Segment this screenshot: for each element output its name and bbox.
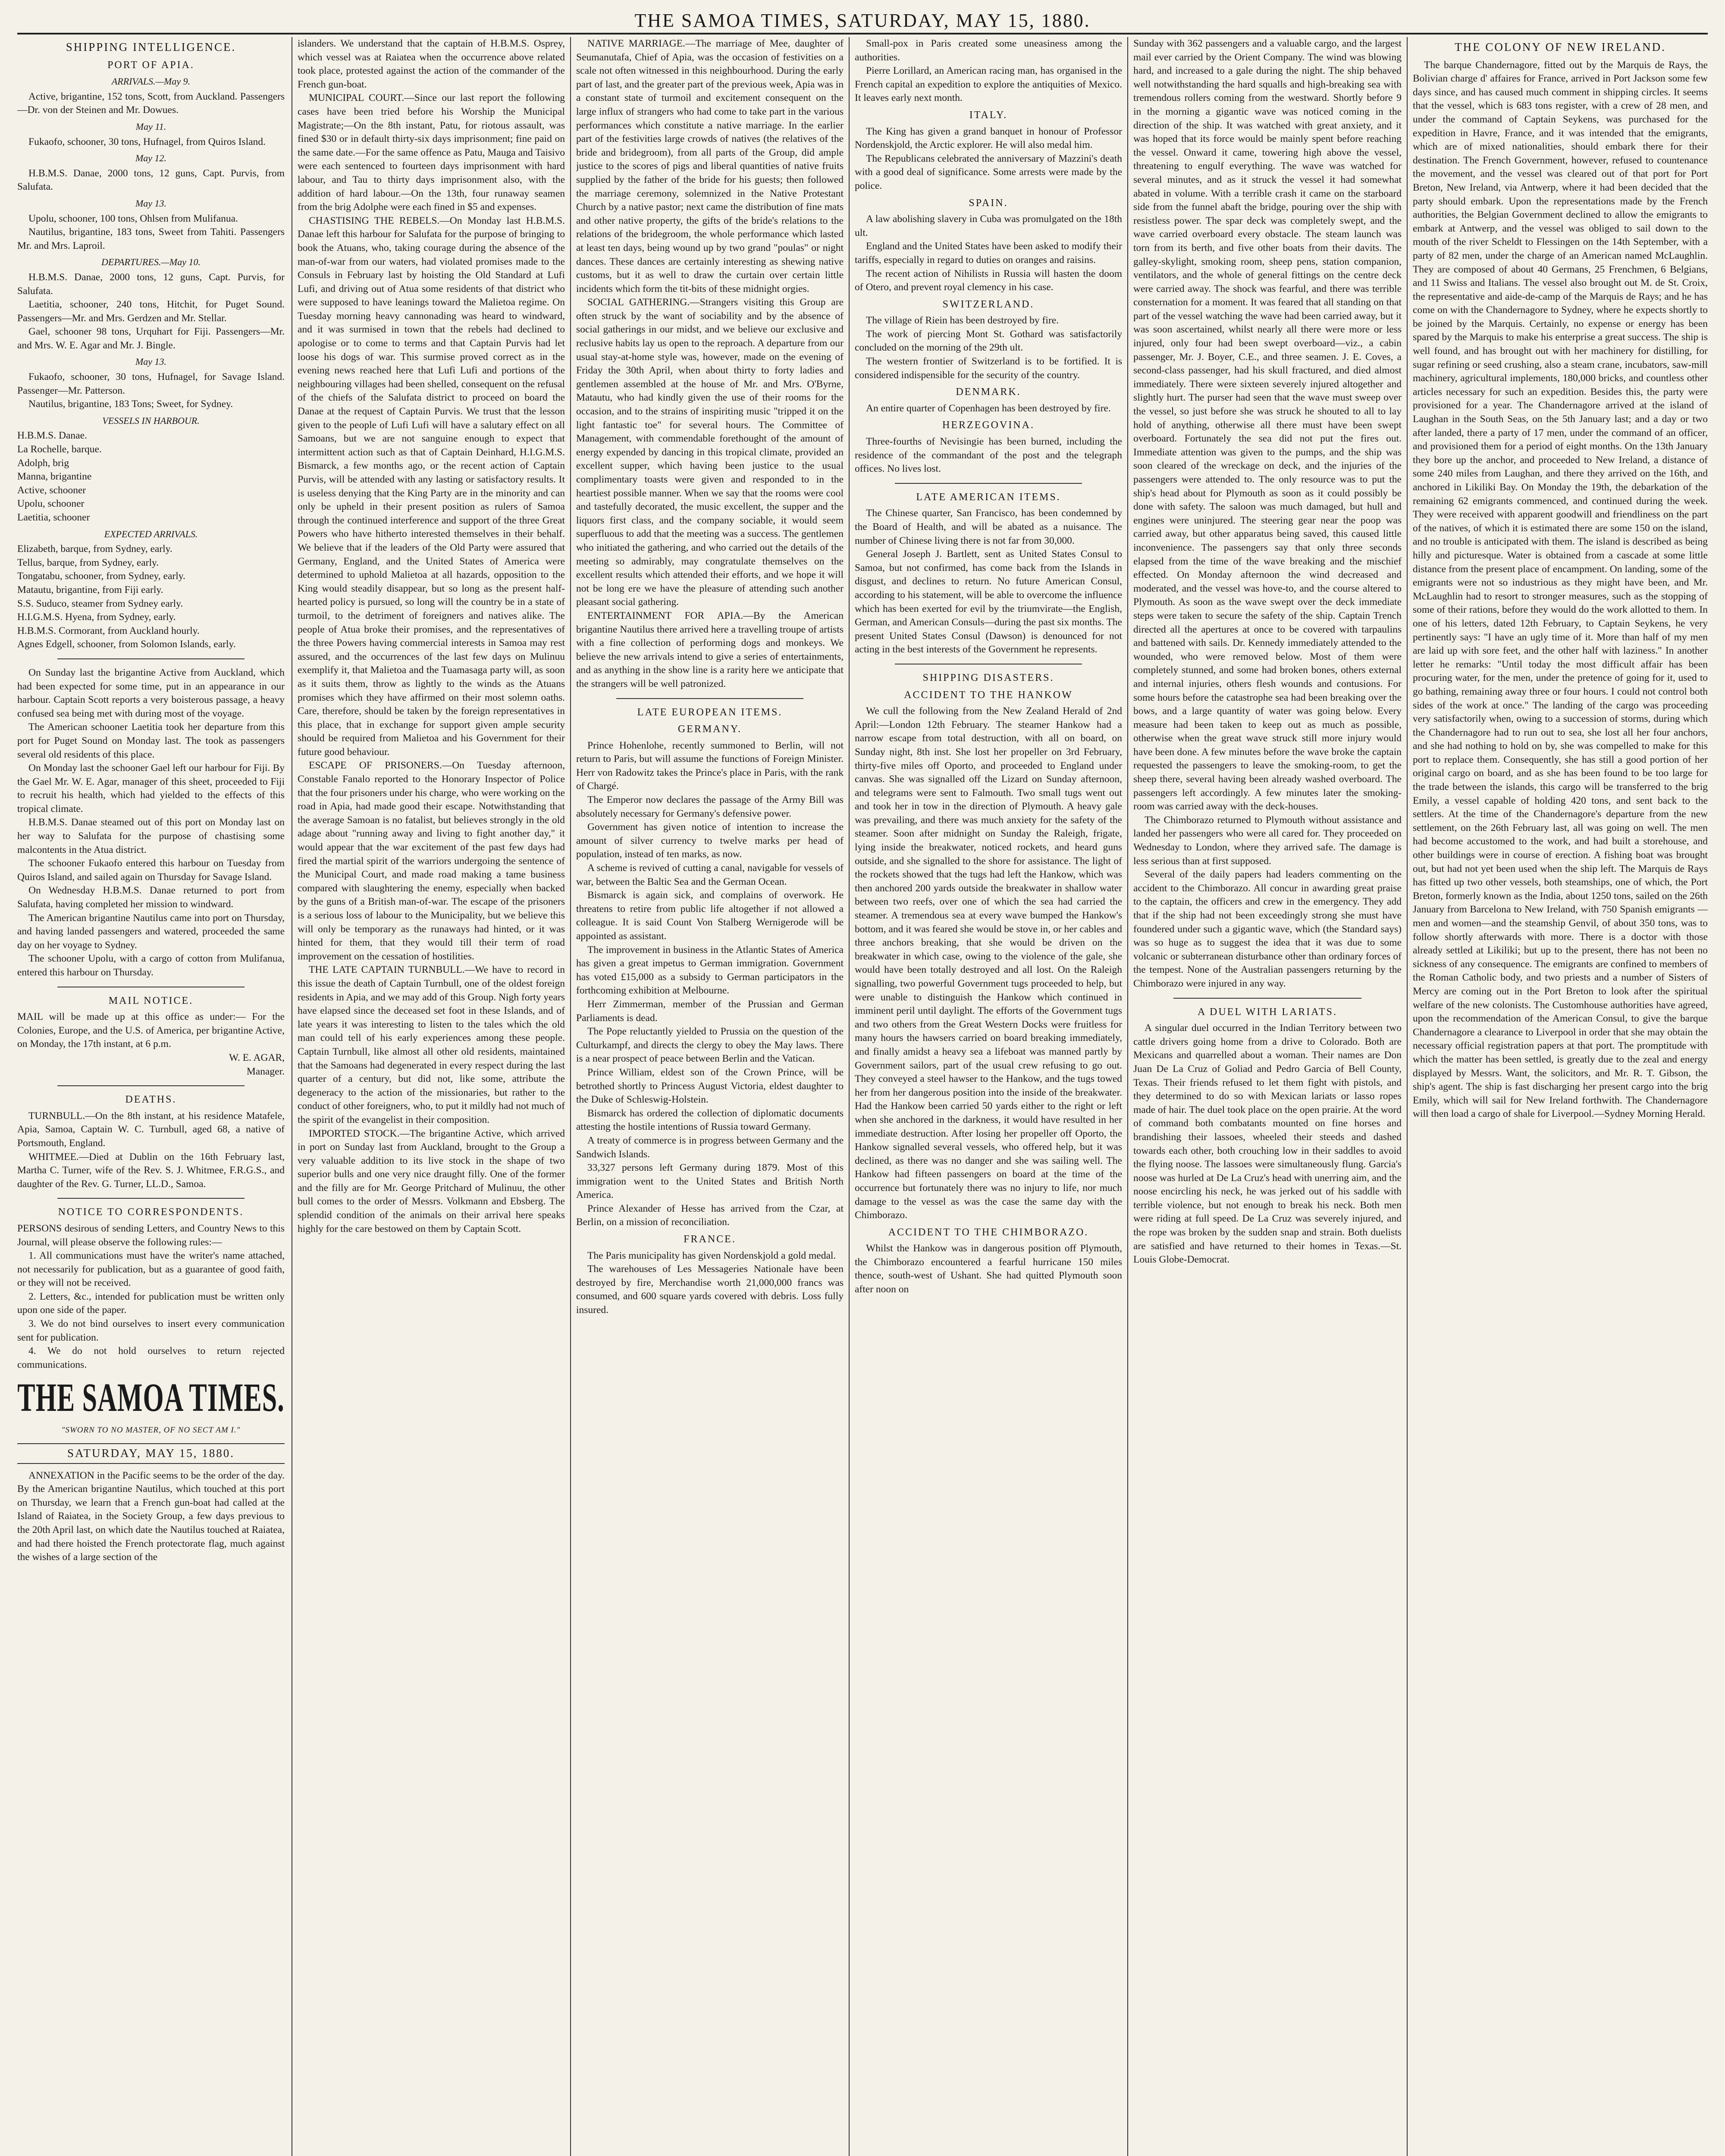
column-1: [17, 37, 285, 2156]
article-paragraph: Laetitia, schooner, 240 tons, Hitchit, for Puget Sound. Passengers—Mr. and Mrs. Gerdzen and Mr. Stellar.: [17, 299, 285, 324]
edition-date: SATURDAY, MAY 15, 1880.: [17, 1443, 285, 1464]
article-paragraph: H.B.M.S. Danae steamed out of this port on Monday last on her way to Salufata for the purpose of chastising some malcontents in the Atua district.: [17, 817, 285, 856]
section-subheading: SPAIN.: [969, 197, 1008, 209]
article-paragraph: MUNICIPAL COURT.—Since our last report the following cases have been tried before his Worship the Municipal Magistrate;—On the 8th instant, Patu, for riotous assault, was fined $30 or in default thirty-six days imprisonment; fine paid on the same date.—For the same offence as Patu, Mauga and Taisivo were each sentenced to fourteen days imprisonment with hard labour, and Tau to thirty days imprisonment also, with the addition of hard labour.—On the 13th, four runaway seamen from the brig Adolphe were each fined in $5 and expenses.: [298, 92, 565, 213]
divider: [57, 1198, 245, 1199]
article-paragraph: The recent action of Nihilists in Russia will hasten the doom of Otero, and prevent royal clemency in his case.: [855, 268, 1122, 293]
article-paragraph: 33,327 persons left Germany during 1879. Most of this immigration went to the United States and British North America.: [576, 1162, 844, 1201]
column-rule: [570, 37, 571, 2156]
article-paragraph: THE LATE CAPTAIN TURNBULL.—We have to record in this issue the death of Captain Turnbull, one of the oldest foreign residents in Apia, and we may add of this Group. Nigh forty years have elapsed since the deceased set foot in these Islands, and of late years it was interesting to listen to the tales which the old man could tell of his early experiences among these people. Captain Turnbull, like almost all other old residents, maintained that the Samoans had degenerated in every respect during the last quarter of a century, but did not, like some, attribute the degeneracy to the action of the missionaries, but rather to the conduct of other foreigners, who, to put it mildly had not much of the spirit of the evangelist in their composition.: [298, 964, 565, 1125]
article-paragraph: Herr Zimmerman, member of the Prussian and German Parliaments is dead.: [576, 998, 844, 1024]
section-heading: LATE EUROPEAN ITEMS.: [637, 706, 783, 718]
article-paragraph: Fukaofo, schooner, 30 tons, Hufnagel, for Savage Island. Passenger—Mr. Patterson.: [17, 371, 285, 396]
section-subheading: FRANCE.: [684, 1234, 736, 1245]
signature: W. E. AGAR,: [229, 1052, 285, 1063]
section-subheading: HERZEGOVINA.: [942, 420, 1035, 431]
section-heading: NOTICE TO CORRESPONDENTS.: [58, 1206, 244, 1218]
article-paragraph: ANNEXATION in the Pacific seems to be the order of the day. By the American brigantine Nautilus, which touched at this port on Thursday, we learn that a French gun-boat had called at the Island of Raiatea, in the Society Group, a few days previous to the 20th April last, on which date the Nautilus touched at Raiatea, and had there hoisted the French protectorate flag, much against the wishes of a large section of the: [17, 1470, 285, 1563]
article-paragraph: A law abolishing slavery in Cuba was promulgated on the 18th ult.: [855, 213, 1122, 238]
subheading: VESSELS IN HARBOUR.: [102, 415, 200, 426]
article-paragraph: The village of Riein has been destroyed by fire.: [866, 315, 1059, 326]
column-rule: [849, 37, 850, 2156]
article-paragraph: The schooner Upolu, with a cargo of cotton from Mulifanua, entered this harbour on Thursday.: [17, 953, 285, 978]
section-heading: SHIPPING INTELLIGENCE.: [66, 41, 236, 53]
article-paragraph: The Paris municipality has given Nordenskjold a gold medal.: [587, 1250, 836, 1261]
expected-list: Elizabeth, barque, from Sydney, early. Tellus, barque, from Sydney, early. Tongatabu, schooner, from Sydney, early. Matautu, brigantine, from Fiji early. S.S. Suduco, steamer from Sydney early. H.I.G.M.S. Hyena, from Sydney, early. H.B.M.S. Cormorant, from Auckland hourly. Agnes Edgell, schooner, from Solomon Islands, early.: [17, 543, 236, 650]
column-3: [576, 37, 844, 2156]
article-paragraph: Several of the daily papers had leaders commenting on the accident to the Chimborazo. All concur in awarding great praise to the captain, the officers and crew in the emergency. They add that if the ship had not been exceedingly strong she must have foundered under such a gigantic wave, which (the Standard says) was so huge as to suggest the idea that it was due to some volcanic or subterranean disturbance other than ordinary forces of the tempest. None of the Australian passengers returning by the Chimborazo were injured in any way.: [1133, 869, 1402, 989]
article-paragraph: The Pope reluctantly yielded to Prussia on the question of the Culturkampf, and directs the clergy to obey the May laws. There is a near prospect of peace between Berlin and the Vatican.: [576, 1026, 844, 1065]
article-paragraph: Nautilus, brigantine, 183 tons, Sweet from Tahiti. Passengers Mr. and Mrs. Laproil.: [17, 226, 285, 251]
article-paragraph: The King has given a grand banquet in honour of Professor Nordenskjold, the Arctic explorer. He will also medal him.: [855, 125, 1122, 151]
article-paragraph: ESCAPE OF PRISONERS.—On Tuesday afternoon, Constable Fanalo reported to the Honorary Inspector of Police that the four prisoners under his charge, who were working on the road in Apia, had made good their escape. Notwithstanding that the average Samoan is no fatalist, but believes strongly in the old adage about "running away and living to fight another day," it would appear that the war excitement of the past few days had fired the martial spirit of the warriors undergoing the sentence of the Municipal Court, and made road making a tame business compared with slaughtering the enemy, especially when backed by the guns of a British man-of-war. The escape of the prisoners is a serious loss of labour to the Municipality, but we believe this will only be temporary as the runaways had hinted, or it was hinted for them, that they would till their term of road improvement on the cessation of hostilities.: [298, 760, 565, 962]
article-paragraph: On Monday last the schooner Gael left our harbour for Fiji. By the Gael Mr. W. E. Agar, manager of this sheet, proceeded to Fiji to recruit his health, which had yielded to the effects of this tropical climate.: [17, 762, 285, 815]
section-subheading: SWITZERLAND.: [942, 298, 1035, 310]
article-paragraph: NATIVE MARRIAGE.—The marriage of Mee, daughter of Seumanutafa, Chief of Apia, was the occasion of festivities on a scale not often witnessed in this neighbourhood. During the early part of last, and the greater part of the previous week, Apia was in a constant state of turmoil and excitement consequent on the large influx of strangers who had come to take part in the various performances which constitute a native marriage. In the earlier part of the festivities large crowds of natives (the relatives of the bride and bridegroom), from all parts of the Group, did ample justice to the scores of pigs and liberal quantities of native fruits supplied by the father of the bride for his guests; then followed the marriage ceremony, solemnized in the Native Protestant Church by a native pastor; next came the distribution of fine mats and other native property, the gifts of the bride's relations to the relations of the bridegroom, the whole performance which lasted at least ten days, being wound up by two grand "poulas" or night dances. These dances are certainly interesting as shewing native customs, but it as well to draw the curtain over certain little incidents which form the tit-bits of these midnight orgies.: [576, 38, 844, 295]
article-paragraph: CHASTISING THE REBELS.—On Monday last H.B.M.S. Danae left this harbour for Salufata for the purpose of bringing to book the Atuans, who, taking courage during the absence of the man-of-war from our waters, had violated promises made to the Consuls in February last by hoisting the Old Standard at Lufi Lufi, and driving out of Atua some residents of that district who were supposed to have leanings toward the Malietoa regime. On Tuesday morning heavy cannonading was heard to windward, and it was surmised in town that the rebels had declined to apologise or to come to terms and that Captain Purvis had let loose his dogs of war. This surmise proved correct as in the evening news reached here that Lufi Lufi and portions of the neighbouring villages had been shelled, consequent on the refusal of the chiefs of the Salufata district to proceed on board the Danae at the request of Captain Purvis. We trust that the lesson given to the people of Lufi Lufi will have a salutary effect on all Samoans, but we are not sanguine enough to expect that intermittent action such as that of Captain Deinhard, H.I.G.M.S. Bismarck, a few months ago, or the recent action of Captain Purvis, will be attended with any lasting or satisfactory results. It is useless denying that the King Party are in the minority and can only be upheld in their present position as rulers of Samoa through the continued interference and support of the three Great Powers who have hitherto interested themselves in their behalf. We believe that if the leaders of the Old Party were assured that Germany, England, and the United States of America were determined to uphold Malietoa at all hazards, opposition to the King would steadily disappear, but so long as the present half-hearted policy is pursued, so long will the country be in a state of turmoil, to the detriment of foreigners and natives alike. The people of Atua broke their promises, and the representatives of the three Powers having commercial interests in Samoa may rest assured, and the occurrences of the last few days on Mulinuu exemplify it, that Malietoa and the Tuamasaga party will, as soon as it suits them, throw as lightly to the winds as the Atuans promises which they have affirmed on their most solemn oaths. Care, therefore, should be taken by the foreign representatives in this place, that in exchange for support given ample security should be required from Malietoa and his Government for their future good behaviour.: [298, 215, 565, 758]
article-paragraph: Upolu, schooner, 100 tons, Ohlsen from Mulifanua.: [28, 213, 238, 224]
article-paragraph: SOCIAL GATHERING.—Strangers visiting this Group are often struck by the want of sociability and by the absence of social gatherings in our midst, and we believe our exclusive and reclusive habits lay us open to the reproach. A departure from our usual stay-at-home style was, however, made on the evening of Friday the 30th April, when about thirty to forty ladies and gentlemen assembled at the house of Mr. and Mrs. O'Byrne, Matautu, who had kindly given the use of their rooms for the occasion, and to the strains of inspiriting music "tripped it on the light fantastic toe" for several hours. The Committee of Management, with commendable forethought of the amount of energy expended by dancing in this tropical climate, provided an excellent supper, which having been justice to the usual complimentary toasts were given and responded to in the heartiest possible manner. When we say that the rooms were cool and tastefully decorated, the music excellent, the supper and the liquors first class, and the company sociable, it would seem superfluous to add that the meeting was a success. The gentlemen who initiated the gathering, and who carried out the details of the meeting so admirably, may congratulate themselves on the excellent results which attended their efforts, and we hope it will not be long ere we have the pleasure of attending such another pleasant social gathering.: [576, 297, 844, 608]
article-paragraph: A scheme is revived of cutting a canal, navigable for vessels of war, between the Baltic Sea and the German Ocean.: [576, 862, 844, 887]
article-paragraph: The American schooner Laetitia took her departure from this port for Puget Sound on Monday last. The took as passengers several old residents of this place.: [17, 721, 285, 760]
article-paragraph: A singular duel occurred in the Indian Territory between two cattle drivers going home from a drive to Colorado. Both are Mexicans and quarrelled about a woman. Their names are Don Juan De La Cruz of Goliad and Pedro Garcia of Bell County, Texas. Their friends refused to let them fight with pistols, and they determined to do so with Mexican lariats or lasso ropes made of hair. The duel took place on the open prairie. At the word of command both combatants mounted on fine horses and brandishing their lassoes, wheeled their steeds and dashed towards each other, both crouching low in their saddles to avoid the flying noose. The lassoes were simultaneously flung. Garcia's noose was hurled at De La Cruz's head with unerring aim, and the noose encircling his neck, he was jerked out of his saddle with terrible violence, but not enough to break his neck. Both men were riding at full speed. De La Cruz was severely injured, and the rope was broken by the sudden snap and strain. Both duelists are satisfied and have returned to their homes in Texas.—St. Louis Globe-Democrat.: [1133, 1022, 1402, 1266]
date-line: May 12.: [135, 153, 167, 164]
article-paragraph: PERSONS desirous of sending Letters, and Country News to this Journal, will please observe the following rules:—: [17, 1222, 285, 1248]
article-paragraph: We cull the following from the New Zealand Herald of 2nd April:—London 12th February. The steamer Hankow had a narrow escape from total destruction, with all on board, on Sunday night, 8th inst. She lost her propeller on 3rd February, thirty-five miles off Oporto, and proceeded to England under canvas. She was signalled off the Lizard on Sunday afternoon, and telegrams were sent to Falmouth. Two small tugs went out and took her in tow in the direction of Plymouth. A heavy gale was prevailing, and there was much anxiety for the safety of the steamer. Soon after midnight on Sunday the Raleigh, frigate, lying inside the breakwater, noticed rockets, and heard guns outside, and she signalled to the shore for assistance. The light of the rockets showed that the tugs had left the Hankow, which was then anchored 200 yards outside the breakwater in shallow water between two reefs, over one of which the sea had carried the steamer. A tremendous sea at every wave bumped the Hankow's bottom, and it was feared she would be stove in, or her cables and three anchors breaking, that she would be driven on the breakwater in which case, owing to the violence of the gale, she would have been totally destroyed and all lost. On the Raleigh signalling, two powerful Government tugs proceeded to help, but were unable to distinguish the Hankow which continued in imminent peril until daylight. The efforts of the Government tugs and two others from the Great Western Docks were fruitless for many hours the hawsers carried on board breaking immediately, and finally amidst a heavy sea a lifeboat was manned partly by Government sailors, part of the usual crew refusing to go out. They conveyed a steel hawser to the Hankow, and the tugs towed her from her dangerous position into the inside of the breakwater. Had the Hankow been carried 50 yards either to the right or left when she anchored in the darkness, it would have resulted in her immediate destruction. After losing her propeller off Oporto, the Hankow signalled several vessels, who offered help, but it was declined, as there was no danger and she was sailing well. The Hankow had fifteen passengers on board at the time of the occurrence but fortunately there was no injury to life, nor much damage to the vessel as was the case the same day with the Chimborazo.: [855, 705, 1122, 1221]
subheading: ARRIVALS.—May 9.: [111, 76, 191, 87]
article-paragraph: 1. All communications must have the writer's name attached, not necessarily for publication, but as a guarantee of good faith, or they will not be received.: [17, 1250, 285, 1289]
subheading: DEPARTURES.—May 10.: [101, 257, 201, 268]
article-paragraph: islanders. We understand that the captain of H.B.M.S. Osprey, which vessel was at Raiatea when the occurrence above related took place, protested against the action of the commander of the French gun-boat.: [298, 38, 565, 90]
article-paragraph: 3. We do not bind ourselves to insert every communication sent for publication.: [17, 1318, 285, 1343]
article-paragraph: Fukaofo, schooner, 30 tons, Hufnagel, from Quiros Island.: [28, 136, 266, 147]
section-heading: DEATHS.: [125, 1094, 177, 1106]
article-paragraph: 2. Letters, &c., intended for publication must be written only upon one side of the paper.: [17, 1291, 285, 1316]
date-line: May 13.: [135, 197, 167, 209]
article-paragraph: Nautilus, brigantine, 183 Tons; Sweet, for Sydney.: [28, 398, 233, 410]
article-paragraph: H.B.M.S. Danae, 2000 tons, 12 guns, Capt. Purvis, from Salufata.: [17, 167, 285, 193]
article-paragraph: Pierre Lorillard, an American racing man, has organised in the French capital an expedition to explore the antiquities of Mexico. It leaves early next month.: [855, 65, 1122, 104]
section-heading: SHIPPING DISASTERS.: [922, 672, 1054, 683]
article-paragraph: Bismarck is again sick, and complains of overwork. He threatens to retire from public life altogether if not allowed a colleague. It is said Count Von Stalberg Wernigerode will be appointed as assistant.: [576, 890, 844, 942]
column-5: [1133, 37, 1402, 2156]
article-paragraph: The Chimborazo returned to Plymouth without assistance and landed her passengers who were all cared for. They proceeded on Wednesday to London, where they arrived safe. The damage is less serious than at first supposed.: [1133, 814, 1402, 867]
section-heading: LATE AMERICAN ITEMS.: [916, 491, 1061, 503]
article-paragraph: The American brigantine Nautilus came into port on Thursday, and having landed passengers and watered, proceeded the same day on her voyage to Sydney.: [17, 912, 285, 951]
article-paragraph: The Republicans celebrated the anniversary of Mazzini's death with a good deal of significance. Some arrests were made by the police.: [855, 153, 1122, 191]
article-paragraph: The schooner Fukaofo entered this harbour on Tuesday from Quiros Island, and sailed again on Thursday for Savage Island.: [17, 858, 285, 883]
section-subheading: GERMANY.: [677, 724, 742, 735]
article-paragraph: Active, brigantine, 152 tons, Scott, from Auckland. Passengers—Dr. von der Steinen and Mr. Dowues.: [17, 91, 285, 116]
divider: [1173, 998, 1361, 999]
newspaper-title: THE SAMOA TIMES.: [17, 1376, 285, 1420]
article-paragraph: An entire quarter of Copenhagen has been destroyed by fire.: [866, 402, 1111, 414]
article-paragraph: Small-pox in Paris created some uneasiness among the authorities.: [855, 38, 1122, 63]
article-paragraph: England and the United States have been asked to modify their tariffs, especially in regard to duties on oranges and raisins.: [855, 241, 1122, 266]
article-paragraph: The warehouses of Les Messageries Nationale have been destroyed by fire, Merchandise worth 21,000,000 francs was consumed, and 600 square yards covered with debris. Loss fully insured.: [576, 1263, 844, 1316]
article-paragraph: MAIL will be made up at this office as under:— For the Colonies, Europe, and the U.S. of America, per brigantine Active, on Monday, the 17th instant, at 6 p.m.: [17, 1011, 285, 1050]
article-paragraph: H.B.M.S. Danae, 2000 tons, 12 guns, Capt. Purvis, for Salufata.: [17, 271, 285, 297]
column-rule: [1407, 37, 1408, 2156]
article-paragraph: Bismarck has ordered the collection of diplomatic documents attesting the hostile intentions of Russia toward Germany.: [576, 1107, 844, 1133]
column-4: [855, 37, 1122, 2156]
article-paragraph: The work of piercing Mont St. Gothard was satisfactorily concluded on the morning of the 29th ult.: [855, 328, 1122, 354]
article-paragraph: Sunday with 362 passengers and a valuable cargo, and the largest mail ever carried by the Orient Company. The wind was blowing hard, and increased to a gale during the night. The ship behaved well notwithstanding the hard squalls and high-breaking sea with tremendous rollers coming from the westward. Shortly before 9 in the morning a gigantic wave was noticed coming in the direction of the ship. It was watched with great anxiety, and it was hoped that its force would be mainly spent before reaching the vessel. Onward it came, towering high above the vessel, threatening to engulf everything. The wave was watched for several minutes, and as it struck the vessel it had somewhat abated in volume. With a terrible crash it came on the starboard side from the funnel abaft the bridge, pouring over the ship with resistless power. The spar deck was completely swept, and the wave carried overboard every obstacle. The steam launch was torn from its berth, and five other boats from their davits. The galley-skylight, smoking room, sheep pens, station companion, ventilators, and the whole of general fittings on the centre deck were carried away. The shock was fearful, and there was terrible consternation for a moment. It was feared that all standing on that part of the vessel watching the wave had been carried away, but it was soon ascertained, whilst nearly all there were more or less injured, only four had been swept overboard—viz., a cabin passenger, Mr. J. Boyer, C.E., and three seamen. J. E. Coves, a second-class passenger, had his skull fractured, and died almost immediately. There were sixteen severely injured altogether and slightly hurt. The purser had seen that the wave must sweep over the vessel, so just before she was struck he shouted to all to lay hold of anything, otherwise all there must have been swept overboard. Fortunately the sea did not put the fires out. Immediate attention was given to the pumps, and the ship was soon cleared of the wreckage on deck, and the injuries of the passengers were attended to. The only resource was to put the ship's head about for Plymouth as soon as it could possibly be done with safety. The saloon was much damaged, but hull and engines were uninjured. The steering gear near the poop was carried away, but other apparatus being saved, this caused little inconvenience. The passengers say that only three seconds elapsed from the time of the wave breaking and the mischief effected. On Monday afternoon the wind decreased and moderated, and the vessel was hove-to, and the course altered to Plymouth. As soon as the wave swept over the deck immediate steps were taken to secure the safety of the ship. Captain Trench directed all the apertures at once to be covered with tarpaulins and battened with sails. Dr. Kennedy immediately attended to the wounded, who were removed below. Most of them were completely stunned, and some had broken bones, others external and internal injuries, others flesh wounds and contusions. For some hours before the catastrophe sea had been breaking over the bows, and a large quantity of water was going below. Every measure had been taken to keep out as much as possible, otherwise when the great wave struck still more injury would have been done. A few minutes before the wave broke the captain requested the passengers to leave the smoking-room, to get the sheep there, several having been already washed overboard. The passengers left accordingly. A few minutes later the smoking-room was carried away with the deck-houses.: [1133, 38, 1402, 812]
page-header-title: THE SAMOA TIMES, SATURDAY, MAY 15, 1880.: [634, 10, 1091, 31]
column-2: [298, 37, 565, 2156]
column-6: [1413, 37, 1708, 2156]
article-paragraph: ENTERTAINMENT FOR APIA.—By the American brigantine Nautilus there arrived here a travelling troupe of artists with a fine collection of performing dogs and monkeys. We believe the new arrivals intend to give a series of entertainments, and as anything in the show line is a rarity here we anticipate that the strangers will be well patronized.: [576, 610, 844, 689]
article-paragraph: The improvement in business in the Atlantic States of America has given a great impetus to German immigration. Government has voted £15,000 as a subsidy to German participators in the forthcoming exhibition at Melbourne.: [576, 944, 844, 997]
date-line: May 13.: [135, 356, 167, 367]
article-paragraph: General Joseph J. Bartlett, sent as United States Consul to Samoa, but not confirmed, has come back from the Islands in disgust, and declines to return. No future American Consul, according to his statement, will be able to overcome the influence which has been exerted for evil by the triumvirate—the English, German, and American Consuls—during the past six months. The present United States Consul (Dawson) is denounced for not acting in the best interests of the Government he represents.: [855, 548, 1122, 655]
section-subheading: ITALY.: [969, 109, 1008, 121]
article-paragraph: Three-fourths of Nevisingie has been burned, including the residence of the commandant of the post and the telegraph offices. No lives lost.: [855, 436, 1122, 475]
article-paragraph: The Chinese quarter, San Francisco, has been condemned by the Board of Health, and will be abated as a nuisance. The number of Chinese living there is not far from 30,000.: [855, 508, 1122, 546]
divider: [57, 1085, 245, 1086]
date-line: May 11.: [135, 121, 166, 132]
signature: Manager.: [246, 1065, 285, 1077]
newspaper-motto: "SWORN TO NO MASTER, OF NO SECT AM I.": [61, 1426, 241, 1435]
article-paragraph: The western frontier of Switzerland is to be fortified. It is considered indispensible for the security of the country.: [855, 356, 1122, 381]
page-header: [17, 8, 1708, 34]
divider: [616, 698, 803, 699]
article-paragraph: A treaty of commerce is in progress between Germany and the Sandwich Islands.: [576, 1134, 844, 1160]
subheading: EXPECTED ARRIVALS.: [104, 528, 198, 539]
article-paragraph: Prince William, eldest son of the Crown Prince, will be betrothed shortly to Princess August Victoria, eldest daughter to the Duke of Schleswig-Holstein.: [576, 1066, 844, 1106]
article-paragraph: The barque Chandernagore, fitted out by the Marquis de Rays, the Bolivian charge d' affaires for France, arrived in Port Jackson some few days since, and has caused much comment in shipping circles. It seems that the vessel, which is 683 tons register, with a crew of 28 men, and under the command of Captain Seykens, was purchased for the expedition in Havre, France, and it was intended that the emigrants, which are of mixed nationalities, should embark there for their destination. The French Government, however, refused to countenance the movement, and the vessel was cleared out of that port for Port Breton, New Ireland, via Antwerp, where it had been decided that the party should embark. Upon the representations made by the French authorities, the Belgian Government declined to allow the emigrants to embark at Antwerp, and the vessel was obliged to sail down to the mouth of the river Scheldt to Flessingen on the 14th September, with a party of 82 men, under the charge of an American named McLaughlin. They are composed of about 40 Germans, 25 Frenchmen, 6 Belgians, and 11 Swiss and Italians. The vessel also brought out M. de St. Croix, the representative and aide-de-camp of the Marquis de Rays; and he has come on with the Chandernagore to Sydney, where he expects shortly to be joined by the Marquis. Certainly, no expense or energy has been spared by the Marquis to make his enterprise a great success. The ship is well found, and has brought out with her machinery for distilling, for sugar refining or seed crushing, also a steam crane, incubators, saw-mill machinery, agricultural implements, 180,000 bricks, and countless other articles necessary for such an expedition. Besides this, the party were provisioned for a year. The Chandernagore arrived at the island of Laughan in the South Seas, on the 5th January last; and a day or two after landed, there a party of 17 men, under the command of an officer, and provisioned them for a period of eight months. On the 13th January they bore up the anchor, and proceeded to New Ireland, a distance of some 240 miles from Laughan, and there they arrived on the 16th, and anchored in Likiliki Bay. On Monday the 19th, the debarkation of the remaining 62 emigrants commenced, and continued during the week. They were received with apparent goodwill and friendliness on the part of the natives, of which it is estimated there are some 150 on the island, and no trouble is anticipated with them. The island is described as being hilly and picturesque. Water is obtained from a cascade at some little distance from the present place of encampment. On landing, some of the emigrants were not so industrious as they might have been, and Mr. McLaughlin had to resort to stronger measures, such as the stopping of some of their rations, before they would do the work allotted to them. In one of his letters, dated 12th February, to Captain Seykens, he very pertinently says: "I have an ugly time of it. More than half of my men are laid up with sore feet, and the other half with laziness." In another letter he remarks: "Until today the most difficult affair has been procuring water, for the men, under the pretence of going for it, used to go bathing, remaining away three or four hours. I could not control both sides of the work at once." The landing of the cargo was proceeding very satisfactorily when, owing to a succession of storms, during which the Chandernagore had to run out to sea, she lost all her four anchors, and she had nothing to hold on by, she was compelled to make for this port to replace them. Consequently, she has still a good portion of her original cargo on board, and as she has been found to be too large for the trade between the islands, this cargo will be transferred to the brig Emily, a vessel capable of holding 420 tons, and sent back to the settlers. At the time of the Chandernagore's departure from the new settlement, on the 26th February last, all was going on well. The men had become accustomed to the work, and had built a storehouse, and other buildings were in course of erection. A fishing boat was brought out, but had not yet been used when the ship left. The Marquis de Rays has fitted up two other vessels, both steamships, one of which, the Port Breton, formerly known as the India, about 1250 tons, sailed on the 26th January from Barcelona to New Ireland, with 750 Spanish emigrants — men and women—and the steamship Genvil, of about 350 tons, was to follow shortly afterwards with more. There is a doctor with those already settled at Likiliki; but up to the present, there has not been no sickness of any consequence. The emigrants are confined to members of the Roman Catholic body, and two priests and a number of Sisters of Mercy are coming out in the Port Breton to look after the spiritual welfare of the new colonists. The Customhouse authorities have agreed, upon the recommendation of the American Consul, to give the barque Chandernagore a clearance to Liverpool in order that she may obtain the necessary official registration papers at that port. The promptitude with which the matter has been settled, is greatly due to the zeal and energy displayed by Messrs. Want, the solicitors, and Mr. R. T. Gibson, the ship's agent. The ship is fast discharging her present cargo into the brig Emily, which will sail for New Ireland forthwith. The Chandernagore will then load a cargo of shale for Liverpool.—Sydney Morning Herald.: [1413, 59, 1708, 1120]
article-paragraph: On Sunday last the brigantine Active from Auckland, which had been expected for some time, put in an appearance in our harbour. Captain Scott reports a very boisterous passage, a heavy confused sea being met with during most of the voyage.: [17, 667, 285, 719]
divider: [57, 658, 245, 659]
article-paragraph: Government has given notice of intention to increase the amount of silver currency to twelve marks per head of population, instead of ten marks, as now.: [576, 821, 844, 860]
article-paragraph: Whilst the Hankow was in dangerous position off Plymouth, the Chimborazo encountered a fearful hurricane 150 miles thence, south-west of Ushant. She had quitted Plymouth soon after noon on: [855, 1243, 1122, 1295]
article-paragraph: TURNBULL.—On the 8th instant, at his residence Matafele, Apia, Samoa, Captain W. C. Turnbull, aged 68, a native of Portsmouth, England.: [17, 1110, 285, 1149]
article-paragraph: 4. We do not hold ourselves to return rejected communications.: [17, 1345, 285, 1370]
section-heading: THE COLONY OF NEW IRELAND.: [1455, 41, 1666, 53]
section-subheading: ACCIDENT TO THE CHIMBORAZO.: [888, 1226, 1089, 1238]
article-paragraph: Prince Hohenlohe, recently summoned to Berlin, will not return to Paris, but will assume the functions of Foreign Minister. Herr von Radowitz takes the Prince's place in Paris, with the rank of Chargé.: [576, 740, 844, 792]
divider: [895, 483, 1082, 484]
column-rule: [1127, 37, 1128, 2156]
section-subheading: ACCIDENT TO THE HANKOW: [904, 689, 1073, 701]
section-heading: A DUEL WITH LARIATS.: [1198, 1006, 1337, 1018]
section-subheading: DENMARK.: [956, 386, 1021, 398]
article-paragraph: Prince Alexander of Hesse has arrived from the Czar, at Berlin, on a mission of reconciliation.: [576, 1203, 844, 1228]
article-paragraph: On Wednesday H.B.M.S. Danae returned to port from Salufata, having completed her mission to windward.: [17, 885, 285, 910]
article-paragraph: The Emperor now declares the passage of the Army Bill was absolutely necessary for Germany's defensive power.: [576, 794, 844, 819]
article-paragraph: Gael, schooner 98 tons, Urquhart for Fiji. Passengers—Mr. and Mrs. W. E. Agar and Mr. J. Bingle.: [17, 326, 285, 351]
section-heading: MAIL NOTICE.: [108, 995, 194, 1006]
vessel-list: H.B.M.S. Danae. La Rochelle, barque. Adolph, brig Manna, brigantine Active, schooner Upolu, schooner Laetitia, schooner: [17, 430, 102, 523]
article-paragraph: IMPORTED STOCK.—The brigantine Active, which arrived in port on Sunday last from Auckland, brought to the Group a very valuable addition to its live stock in the shape of two superior bulls and one very nice draught filly. One of the former and the filly are for Mr. George Pritchard of Mulinuu, the other bull comes to the order of Messrs. Volkmann and Ebsberg. The splendid condition of the animals on their arrival here speaks highly for the care bestowed on them by Captain Scott.: [298, 1128, 565, 1235]
section-heading: PORT OF APIA.: [107, 59, 194, 71]
article-paragraph: WHITMEE.—Died at Dublin on the 16th February last, Martha C. Turner, wife of the Rev. S. J. Whitmee, F.R.G.S., and daughter of the Rev. G. Turner, LL.D., Samoa.: [17, 1151, 285, 1190]
